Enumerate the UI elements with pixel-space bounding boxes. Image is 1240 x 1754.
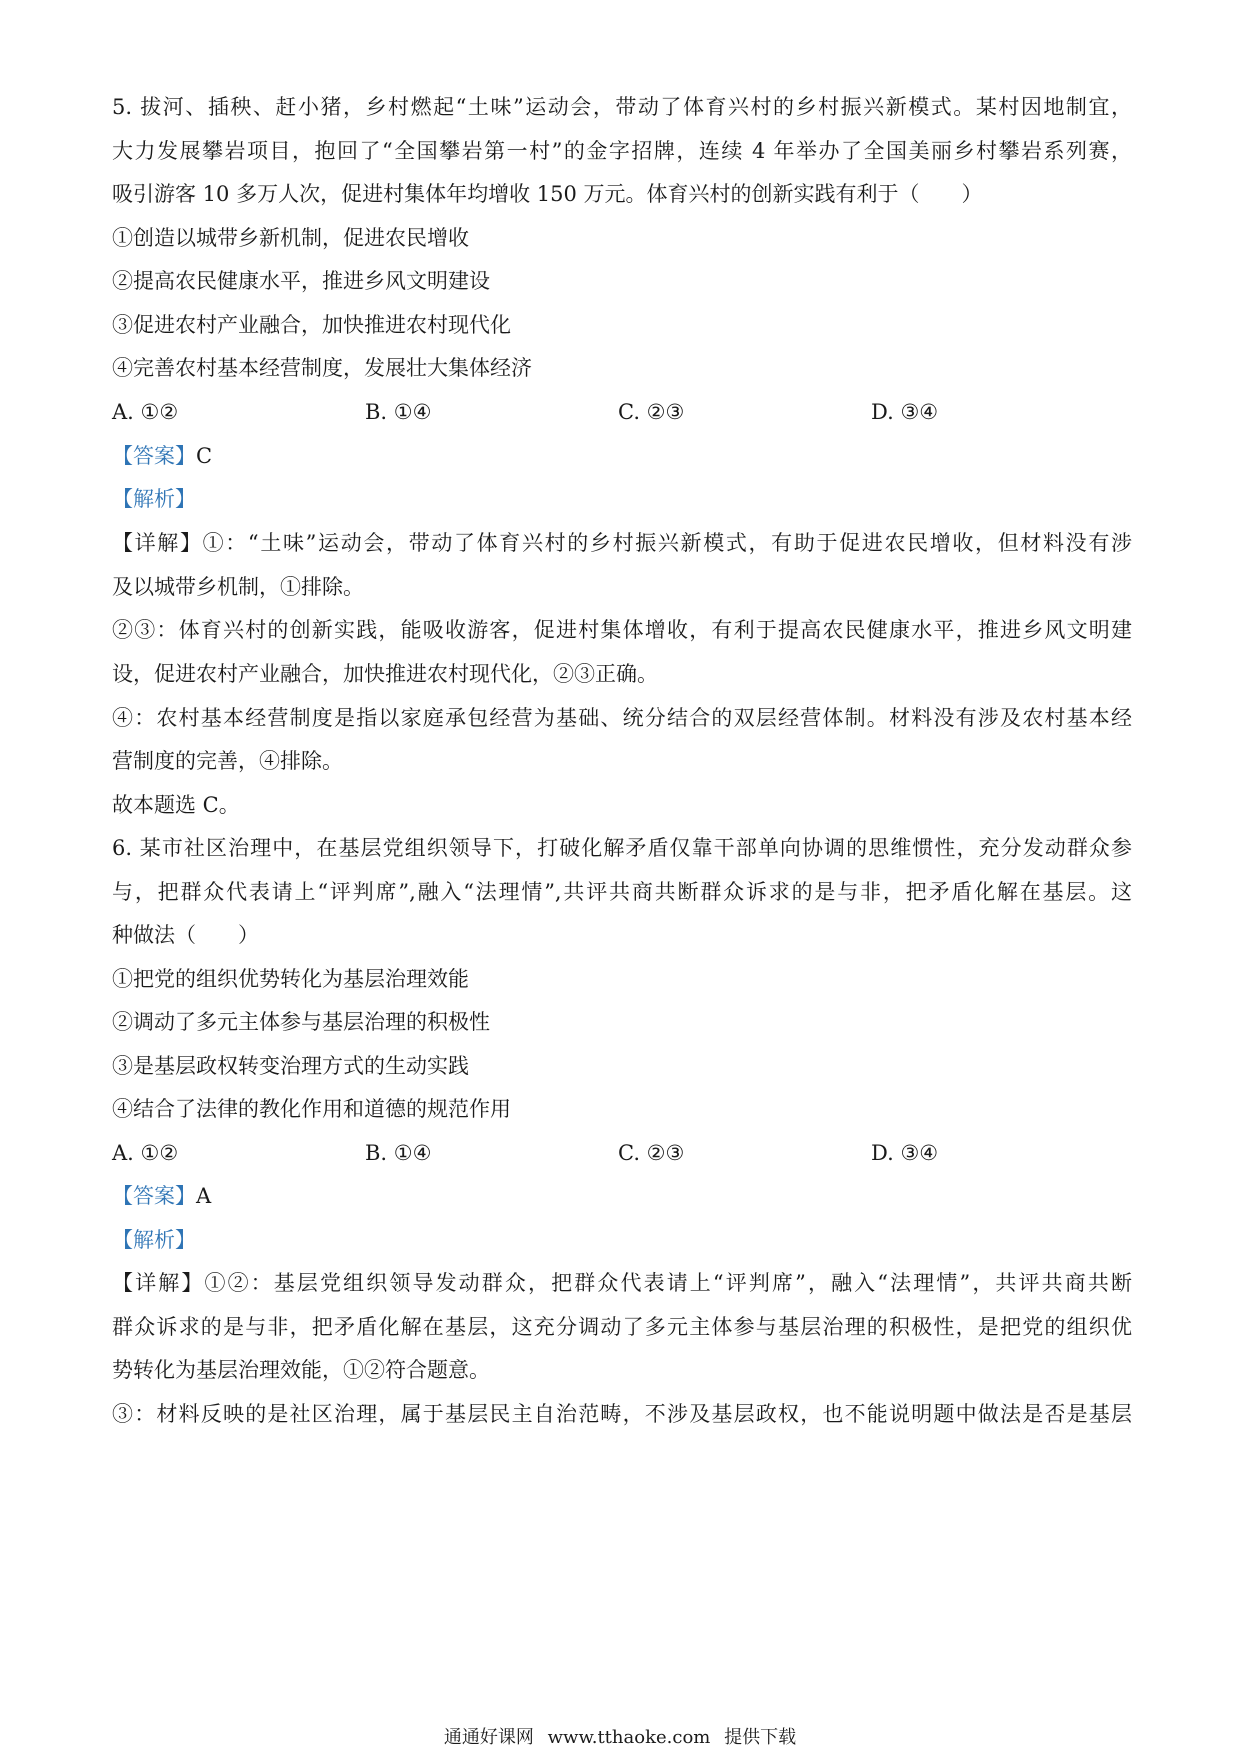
q6-detail-line-3: 势转化为基层治理效能，①②符合题意。 bbox=[112, 1358, 490, 1382]
q6-option-c: C. ②③ bbox=[618, 1141, 685, 1165]
q5-option-d: D. ③④ bbox=[871, 400, 939, 424]
q5-answer bbox=[112, 441, 1132, 471]
q6-analysis-tag: 【解析】 bbox=[112, 1228, 196, 1252]
q6-option-d: D. ③④ bbox=[871, 1141, 939, 1165]
q5-item-2: ②提高农民健康水平，推进乡风文明建设 bbox=[112, 269, 490, 293]
q6-option-a: A. ①② bbox=[112, 1141, 179, 1165]
q5-detail-tag: 【详解】 bbox=[112, 531, 203, 555]
footer-url-link[interactable]: www.tthaoke.com bbox=[547, 1727, 711, 1748]
q6-detail-line-2: 群众诉求的是与非，把矛盾化解在基层，这充分调动了多元主体参与基层治理的积极性，是把党的组织优 bbox=[112, 1315, 1132, 1339]
q5-analysis-tag: 【解析】 bbox=[112, 487, 196, 511]
q5-item-4: ④完善农村基本经营制度，发展壮大集体经济 bbox=[112, 356, 532, 380]
q5-option-c: C. ②③ bbox=[618, 400, 685, 424]
q6-stem-line-1: 6. 某市社区治理中，在基层党组织领导下，打破化解矛盾仅靠干部单向协调的思维惯性，充分发动群众参 bbox=[112, 836, 1132, 860]
q5-option-b: B. ①④ bbox=[365, 400, 432, 424]
q6-item-2: ②调动了多元主体参与基层治理的积极性 bbox=[112, 1010, 490, 1034]
q6-stem-line-2: 与，把群众代表请上“评判席”,融入“法理情”,共评共商共断群众诉求的是与非，把矛盾化解在基层。这 bbox=[112, 880, 1132, 904]
q5-answer-tag: 【答案】 bbox=[112, 444, 196, 468]
q5-detail-line-3: ②③：体育兴村的创新实践，能吸收游客，促进村集体增收，有利于提高农民健康水平，推进乡风文明建 bbox=[112, 618, 1132, 642]
q6-stem-line-3: 种做法（ ） bbox=[112, 923, 259, 947]
q5-stem-line-2: 大力发展攀岩项目，抱回了“全国攀岩第一村”的金字招牌，连续 4 年举办了全国美丽乡村攀岩系列赛， bbox=[112, 139, 1132, 163]
q6-detail-line-4: ③：材料反映的是社区治理，属于基层民主自治范畴，不涉及基层政权，也不能说明题中做法是否是基层 bbox=[112, 1402, 1132, 1426]
q5-detail-line-6: 营制度的完善，④排除。 bbox=[112, 749, 343, 773]
page-footer bbox=[0, 1726, 1240, 1750]
q6-answer bbox=[112, 1181, 1132, 1211]
q5-detail-line-5: ④：农村基本经营制度是指以家庭承包经营为基础、统分结合的双层经营体制。材料没有涉及农村基本经 bbox=[112, 706, 1132, 730]
q6-answer-value: A bbox=[196, 1184, 212, 1208]
q5-conclusion: 故本题选 C。 bbox=[112, 793, 240, 817]
footer-site-name: 通通好课网 bbox=[443, 1727, 534, 1748]
footer-suffix: 提供下载 bbox=[724, 1727, 797, 1748]
q5-item-1: ①创造以城带乡新机制，促进农民增收 bbox=[112, 226, 469, 250]
q5-option-a: A. ①② bbox=[112, 400, 179, 424]
q6-item-1: ①把党的组织优势转化为基层治理效能 bbox=[112, 967, 469, 991]
q6-item-4: ④结合了法律的教化作用和道德的规范作用 bbox=[112, 1097, 511, 1121]
q5-detail-line-4: 设，促进农村产业融合，加快推进农村现代化，②③正确。 bbox=[112, 662, 658, 686]
q5-item-3: ③促进农村产业融合，加快推进农村现代化 bbox=[112, 313, 511, 337]
q5-stem-line-1: 5. 拔河、插秧、赶小猪，乡村燃起“土味”运动会，带动了体育兴村的乡村振兴新模式。某村因地制宜， bbox=[112, 95, 1132, 119]
q6-answer-tag: 【答案】 bbox=[112, 1184, 196, 1208]
q6-item-3: ③是基层政权转变治理方式的生动实践 bbox=[112, 1054, 469, 1078]
q5-detail-line-1 bbox=[112, 528, 1132, 558]
q6-detail-tag: 【详解】 bbox=[112, 1271, 205, 1295]
q5-detail-line-2: 及以城带乡机制，①排除。 bbox=[112, 575, 364, 599]
q5-stem-line-3: 吸引游客 10 多万人次，促进村集体年均增收 150 万元。体育兴村的创新实践有利于（ ） bbox=[112, 182, 983, 206]
q5-answer-value: C bbox=[196, 444, 213, 468]
q5-detail-text-1: ①：“土味”运动会，带动了体育兴村的乡村振兴新模式，有助于促进农民增收，但材料没有涉 bbox=[202, 531, 1132, 555]
q6-option-b: B. ①④ bbox=[365, 1141, 432, 1165]
q6-detail-text-1: ①②：基层党组织领导发动群众，把群众代表请上“评判席”，融入“法理情”，共评共商共断 bbox=[204, 1271, 1132, 1295]
q6-detail-line-1 bbox=[112, 1268, 1132, 1298]
